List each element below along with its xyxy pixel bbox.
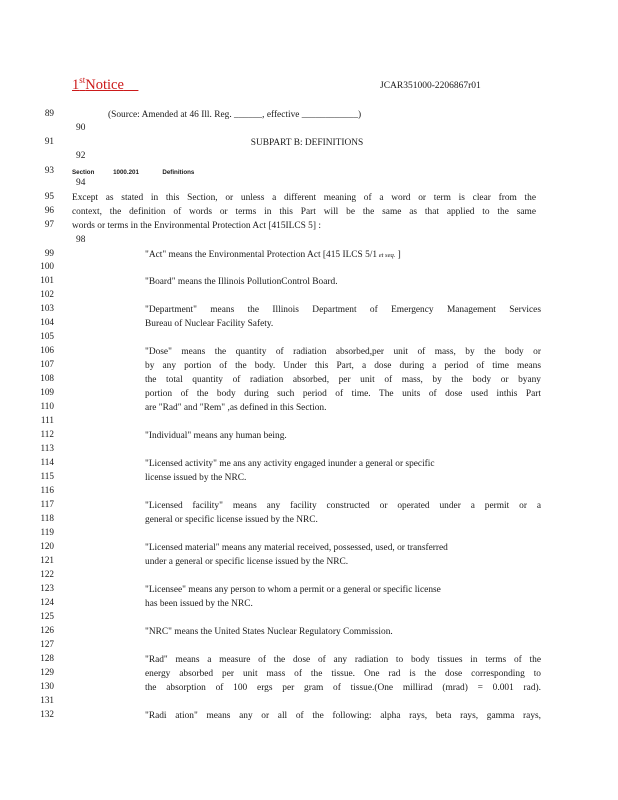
line-text: "Licensed material" means any material received, possessed, used, or transferred [145,543,448,553]
line-number: 107 [40,359,54,369]
text-line [72,221,321,231]
line-text: portion of the body during such period of time. The units of dose used inthis Part [145,389,541,399]
line-text: 92 [76,151,86,161]
line-number: 105 [40,331,54,341]
line-text: "Radi ation" means any or all of the following: alpha rays, beta rays, gamma rays, [145,711,541,721]
line-text: general or specific license issued by the NRC. [145,515,318,525]
line-number: 110 [40,401,54,411]
line-text: "Board" means the Illinois PollutionControl Board. [145,277,338,287]
line-number: 89 [44,108,54,118]
line-text: the absorption of 100 ergs per gram of tissue.(One millirad (mrad) = 0.001 rad). [145,683,541,693]
line-text: the total quantity of radiation absorbed, per unit of mass, by the body or byany [145,375,541,385]
text-line [145,389,541,399]
line-number: 102 [40,289,54,299]
text-line [145,501,541,511]
line-text: 94 [76,178,86,188]
text-line [145,347,541,357]
notice-number: 1 [72,76,80,93]
text-line [76,235,85,245]
text-line [145,655,541,665]
line-number: 91 [44,136,54,146]
line-number: 101 [40,275,54,285]
line-text: "Licensee" means any person to whom a permit or a general or specific license [145,585,441,595]
line-number: 103 [40,303,54,313]
line-number: 93 [44,165,54,175]
text-line [145,683,541,693]
line-text: context, the definition of words or terms in this Part will be the same as that applied to the same [72,207,536,217]
text-line [145,361,541,371]
text-line [145,669,541,679]
line-number: 114 [40,457,54,467]
line-number: 99 [44,248,54,258]
line-number: 121 [40,555,54,565]
line-text: "NRC" means the United States Nuclear Regulatory Commission. [145,627,393,637]
text-line [145,599,253,609]
text-line [76,178,85,188]
text-line [72,207,536,217]
line-number: 129 [40,667,54,677]
line-number: 132 [40,709,54,719]
line-number: 120 [40,541,54,551]
text-line [145,305,541,315]
line-text: 90 [76,123,86,133]
document-code: JCAR351000-2206867r01 [380,81,481,91]
line-text: "Dose" means the quantity of radiation absorbed,per unit of mass, by the body or [145,347,541,357]
text-line [145,319,273,329]
text-line [145,627,393,637]
line-text: are "Rad" and "Rem" ,as defined in this Section. [145,403,327,413]
notice-word: Notice [85,76,124,93]
line-text: has been issued by the NRC. [145,599,253,609]
line-text: by any portion of the body. Under this Part, a dose during a period of time means [145,361,541,371]
text-line [72,138,542,148]
line-text: energy absorbed per unit mass of the tissue. One rad is the dose corresponding to [145,669,541,679]
line-text: under a general or specific license issued by the NRC. [145,557,349,567]
line-text: "Licensed activity" me ans any activity engaged inunder a general or specific [145,459,435,469]
line-text: 98 [76,235,86,245]
line-number: 112 [40,429,54,439]
line-number: 111 [40,415,54,425]
line-number: 116 [40,485,54,495]
line-text: Bureau of Nuclear Facility Safety. [145,319,274,329]
text-line [145,375,541,385]
line-text: "Rad" means a measure of the dose of any radiation to body tissues in terms of the [145,655,541,665]
notice-header [72,75,138,94]
text-line [72,193,536,203]
text-line [76,151,85,161]
section-title: Definitions [162,169,195,176]
text-line [145,543,448,553]
text-line [76,123,85,133]
text-line [145,711,541,721]
section-heading [72,167,194,177]
line-text: license issued by the NRC. [145,473,247,483]
text-line [145,277,338,287]
line-text: SUBPART B: DEFINITIONS [250,138,364,148]
line-number: 122 [40,569,54,579]
line-text: "Individual" means any human being. [145,431,287,441]
line-number: 108 [40,373,54,383]
text-line [145,473,246,483]
line-text: Except as stated in this Section, or unless a different meaning of a word or term is clear from the [72,193,536,203]
line-number: 106 [40,345,54,355]
line-number: 100 [40,261,54,271]
line-text: words or terms in the Environmental Protection Act [415ILCS 5] : [72,221,321,231]
italic-citation: et seq. [377,252,396,259]
section-label: Section [72,169,95,176]
line-number: 130 [40,681,54,691]
line-number: 123 [40,583,54,593]
line-number: 97 [44,219,54,229]
text-line [145,250,401,260]
line-number: 118 [40,513,54,523]
line-number: 104 [40,317,54,327]
notice-superscript: st [79,75,86,85]
text-line [145,403,326,413]
line-text: "Department" means the Illinois Department of Emergency Management Services [145,305,541,315]
section-number: 1000.201 [113,169,139,176]
line-text: (Source: Amended at 46 Ill. Reg. ______, effective ____________) [108,110,362,120]
line-number: 109 [40,387,54,397]
line-number: 125 [40,611,54,621]
line-text: "Act" means the Environmental Protection Act [415 ILCS 5/1 [145,250,378,260]
line-number: 126 [40,625,54,635]
line-number: 131 [40,695,54,705]
text-line [145,431,287,441]
line-number: 128 [40,653,54,663]
line-number: 124 [40,597,54,607]
closing-bracket: ] [395,250,401,260]
text-line [145,585,441,595]
line-number: 117 [40,499,54,509]
line-number: 119 [40,527,54,537]
line-number: 96 [44,205,54,215]
line-number: 115 [40,471,54,481]
text-line [108,110,361,120]
line-number: 95 [44,191,54,201]
line-number: 127 [40,639,54,649]
line-text: "Licensed facility" means any facility constructed or operated under a permit or a [145,501,541,511]
text-line [145,515,318,525]
text-line [145,459,435,469]
text-line [145,557,348,567]
line-number: 113 [40,443,54,453]
